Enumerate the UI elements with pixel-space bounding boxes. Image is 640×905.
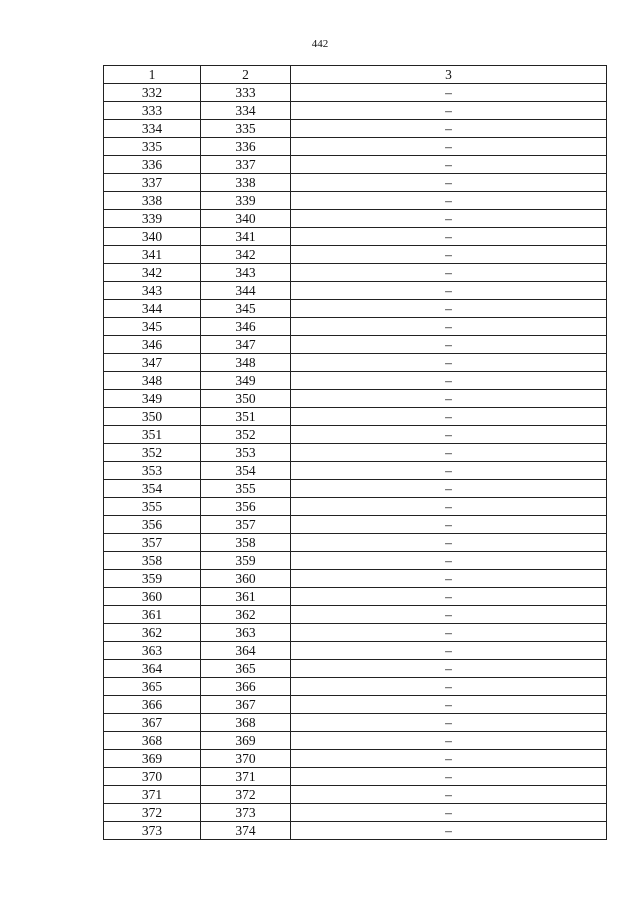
table-cell-col-1: 372 (104, 804, 201, 822)
table-row (104, 336, 607, 354)
table-cell-col-1: 363 (104, 642, 201, 660)
table-cell-col-1: 370 (104, 768, 201, 786)
table-cell-col-2: 345 (201, 300, 291, 318)
table-cell-col-2: 350 (201, 390, 291, 408)
table-cell-col-2: 360 (201, 570, 291, 588)
table-row (104, 372, 607, 390)
table-row (104, 462, 607, 480)
table-row (104, 246, 607, 264)
table-cell-col-2: 335 (201, 120, 291, 138)
table-row (104, 588, 607, 606)
table-cell-col-1: 340 (104, 228, 201, 246)
table-cell-col-3: – (291, 750, 607, 768)
table-cell-col-3: – (291, 696, 607, 714)
table-cell-col-3: – (291, 372, 607, 390)
table-cell-col-2: 365 (201, 660, 291, 678)
table-cell-col-3: – (291, 102, 607, 120)
table-cell-col-2: 333 (201, 84, 291, 102)
table-row (104, 624, 607, 642)
table-cell-col-2: 355 (201, 480, 291, 498)
table-cell-col-3: – (291, 408, 607, 426)
table-row (104, 480, 607, 498)
table-row (104, 174, 607, 192)
table-row (104, 444, 607, 462)
table-cell-col-3: – (291, 192, 607, 210)
table-cell-col-2: 363 (201, 624, 291, 642)
table-row (104, 606, 607, 624)
table-cell-col-1: 344 (104, 300, 201, 318)
table-row (104, 696, 607, 714)
table-row (104, 318, 607, 336)
table-cell-col-1: 348 (104, 372, 201, 390)
table-cell-col-3: – (291, 462, 607, 480)
table-row (104, 102, 607, 120)
table-cell-col-2: 336 (201, 138, 291, 156)
table-row (104, 264, 607, 282)
table-row (104, 804, 607, 822)
table-cell-col-1: 360 (104, 588, 201, 606)
table-cell-col-3: – (291, 804, 607, 822)
table-cell-col-1: 338 (104, 192, 201, 210)
table-row (104, 390, 607, 408)
table-cell-col-2: 352 (201, 426, 291, 444)
table-row (104, 156, 607, 174)
table-cell-col-2: 343 (201, 264, 291, 282)
table-cell-col-3: – (291, 570, 607, 588)
table-row (104, 138, 607, 156)
table-cell-col-2: 341 (201, 228, 291, 246)
table-row (104, 552, 607, 570)
table-cell-col-3: – (291, 624, 607, 642)
table-cell-col-2: 373 (201, 804, 291, 822)
table-cell-col-1: 352 (104, 444, 201, 462)
table-cell-col-1: 333 (104, 102, 201, 120)
data-table (103, 65, 607, 840)
table-cell-col-3: – (291, 444, 607, 462)
table-cell-col-1: 343 (104, 282, 201, 300)
table-row (104, 426, 607, 444)
table-row (104, 120, 607, 138)
table-row (104, 84, 607, 102)
table-cell-col-3: – (291, 174, 607, 192)
table-cell-col-2: 340 (201, 210, 291, 228)
table-cell-col-2: 344 (201, 282, 291, 300)
table-cell-col-1: 371 (104, 786, 201, 804)
table-cell-col-2: 370 (201, 750, 291, 768)
table-cell-col-3: – (291, 642, 607, 660)
table-row (104, 750, 607, 768)
table-cell-col-1: 357 (104, 534, 201, 552)
table-cell-col-2: 338 (201, 174, 291, 192)
table-cell-col-1: 358 (104, 552, 201, 570)
table-cell-col-1: 351 (104, 426, 201, 444)
table-body (104, 84, 607, 840)
table-cell-col-2: 348 (201, 354, 291, 372)
table-cell-col-1: 346 (104, 336, 201, 354)
column-header-3: 3 (291, 66, 607, 84)
table-cell-col-1: 354 (104, 480, 201, 498)
table-cell-col-1: 364 (104, 660, 201, 678)
table-row (104, 300, 607, 318)
table-cell-col-1: 373 (104, 822, 201, 840)
table-cell-col-1: 332 (104, 84, 201, 102)
table-cell-col-2: 353 (201, 444, 291, 462)
table-cell-col-2: 337 (201, 156, 291, 174)
table-cell-col-2: 356 (201, 498, 291, 516)
table-row (104, 408, 607, 426)
table-cell-col-1: 369 (104, 750, 201, 768)
table-cell-col-3: – (291, 732, 607, 750)
table-row (104, 732, 607, 750)
table-cell-col-2: 367 (201, 696, 291, 714)
table-cell-col-3: – (291, 606, 607, 624)
table-cell-col-2: 358 (201, 534, 291, 552)
table-cell-col-2: 371 (201, 768, 291, 786)
table-row (104, 570, 607, 588)
table-cell-col-3: – (291, 678, 607, 696)
table-row (104, 228, 607, 246)
table-cell-col-3: – (291, 498, 607, 516)
table-cell-col-3: – (291, 228, 607, 246)
table-cell-col-1: 359 (104, 570, 201, 588)
table-row (104, 354, 607, 372)
table-row (104, 210, 607, 228)
table-cell-col-2: 362 (201, 606, 291, 624)
table-cell-col-1: 355 (104, 498, 201, 516)
table-cell-col-2: 359 (201, 552, 291, 570)
table-row (104, 822, 607, 840)
table-cell-col-3: – (291, 534, 607, 552)
table-cell-col-1: 366 (104, 696, 201, 714)
page-number: 442 (311, 38, 329, 50)
table-row (104, 678, 607, 696)
table-cell-col-3: – (291, 588, 607, 606)
table-cell-col-1: 362 (104, 624, 201, 642)
table-cell-col-3: – (291, 660, 607, 678)
table-header-row (104, 66, 607, 84)
table-cell-col-2: 361 (201, 588, 291, 606)
table-cell-col-3: – (291, 156, 607, 174)
table-cell-col-3: – (291, 354, 607, 372)
table-cell-col-1: 356 (104, 516, 201, 534)
table-cell-col-1: 350 (104, 408, 201, 426)
table-cell-col-2: 334 (201, 102, 291, 120)
table-row (104, 534, 607, 552)
table-row (104, 642, 607, 660)
table-cell-col-3: – (291, 822, 607, 840)
table-cell-col-3: – (291, 138, 607, 156)
table-cell-col-2: 349 (201, 372, 291, 390)
table-cell-col-3: – (291, 516, 607, 534)
table-cell-col-3: – (291, 300, 607, 318)
table-cell-col-2: 374 (201, 822, 291, 840)
table-row (104, 192, 607, 210)
table-row (104, 516, 607, 534)
table-cell-col-3: – (291, 426, 607, 444)
table-cell-col-1: 361 (104, 606, 201, 624)
table-cell-col-3: – (291, 714, 607, 732)
table-cell-col-3: – (291, 318, 607, 336)
table-cell-col-1: 341 (104, 246, 201, 264)
column-header-1: 1 (104, 66, 201, 84)
table-cell-col-1: 335 (104, 138, 201, 156)
table-cell-col-2: 357 (201, 516, 291, 534)
table-cell-col-2: 368 (201, 714, 291, 732)
table-row (104, 282, 607, 300)
table-cell-col-3: – (291, 552, 607, 570)
table-cell-col-1: 336 (104, 156, 201, 174)
table-cell-col-2: 347 (201, 336, 291, 354)
table-cell-col-3: – (291, 264, 607, 282)
table-cell-col-2: 346 (201, 318, 291, 336)
table-cell-col-3: – (291, 768, 607, 786)
table-cell-col-2: 342 (201, 246, 291, 264)
table-cell-col-2: 339 (201, 192, 291, 210)
table-cell-col-3: – (291, 390, 607, 408)
table-row (104, 498, 607, 516)
table-cell-col-1: 367 (104, 714, 201, 732)
table-cell-col-3: – (291, 246, 607, 264)
table-cell-col-2: 366 (201, 678, 291, 696)
table-cell-col-2: 369 (201, 732, 291, 750)
table-cell-col-3: – (291, 336, 607, 354)
table-cell-col-3: – (291, 84, 607, 102)
table-cell-col-1: 342 (104, 264, 201, 282)
table-cell-col-2: 364 (201, 642, 291, 660)
table-cell-col-3: – (291, 210, 607, 228)
table-cell-col-2: 351 (201, 408, 291, 426)
table-cell-col-3: – (291, 786, 607, 804)
table-cell-col-1: 368 (104, 732, 201, 750)
table-cell-col-3: – (291, 282, 607, 300)
table-cell-col-1: 347 (104, 354, 201, 372)
table-cell-col-1: 365 (104, 678, 201, 696)
table-cell-col-2: 372 (201, 786, 291, 804)
table-cell-col-1: 353 (104, 462, 201, 480)
table-cell-col-1: 339 (104, 210, 201, 228)
table-row (104, 786, 607, 804)
column-header-2: 2 (201, 66, 291, 84)
table-row (104, 714, 607, 732)
table-cell-col-1: 349 (104, 390, 201, 408)
table-cell-col-1: 334 (104, 120, 201, 138)
table-cell-col-2: 354 (201, 462, 291, 480)
table-row (104, 768, 607, 786)
table-cell-col-1: 337 (104, 174, 201, 192)
table-row (104, 660, 607, 678)
table-cell-col-3: – (291, 120, 607, 138)
table-cell-col-1: 345 (104, 318, 201, 336)
table-cell-col-3: – (291, 480, 607, 498)
